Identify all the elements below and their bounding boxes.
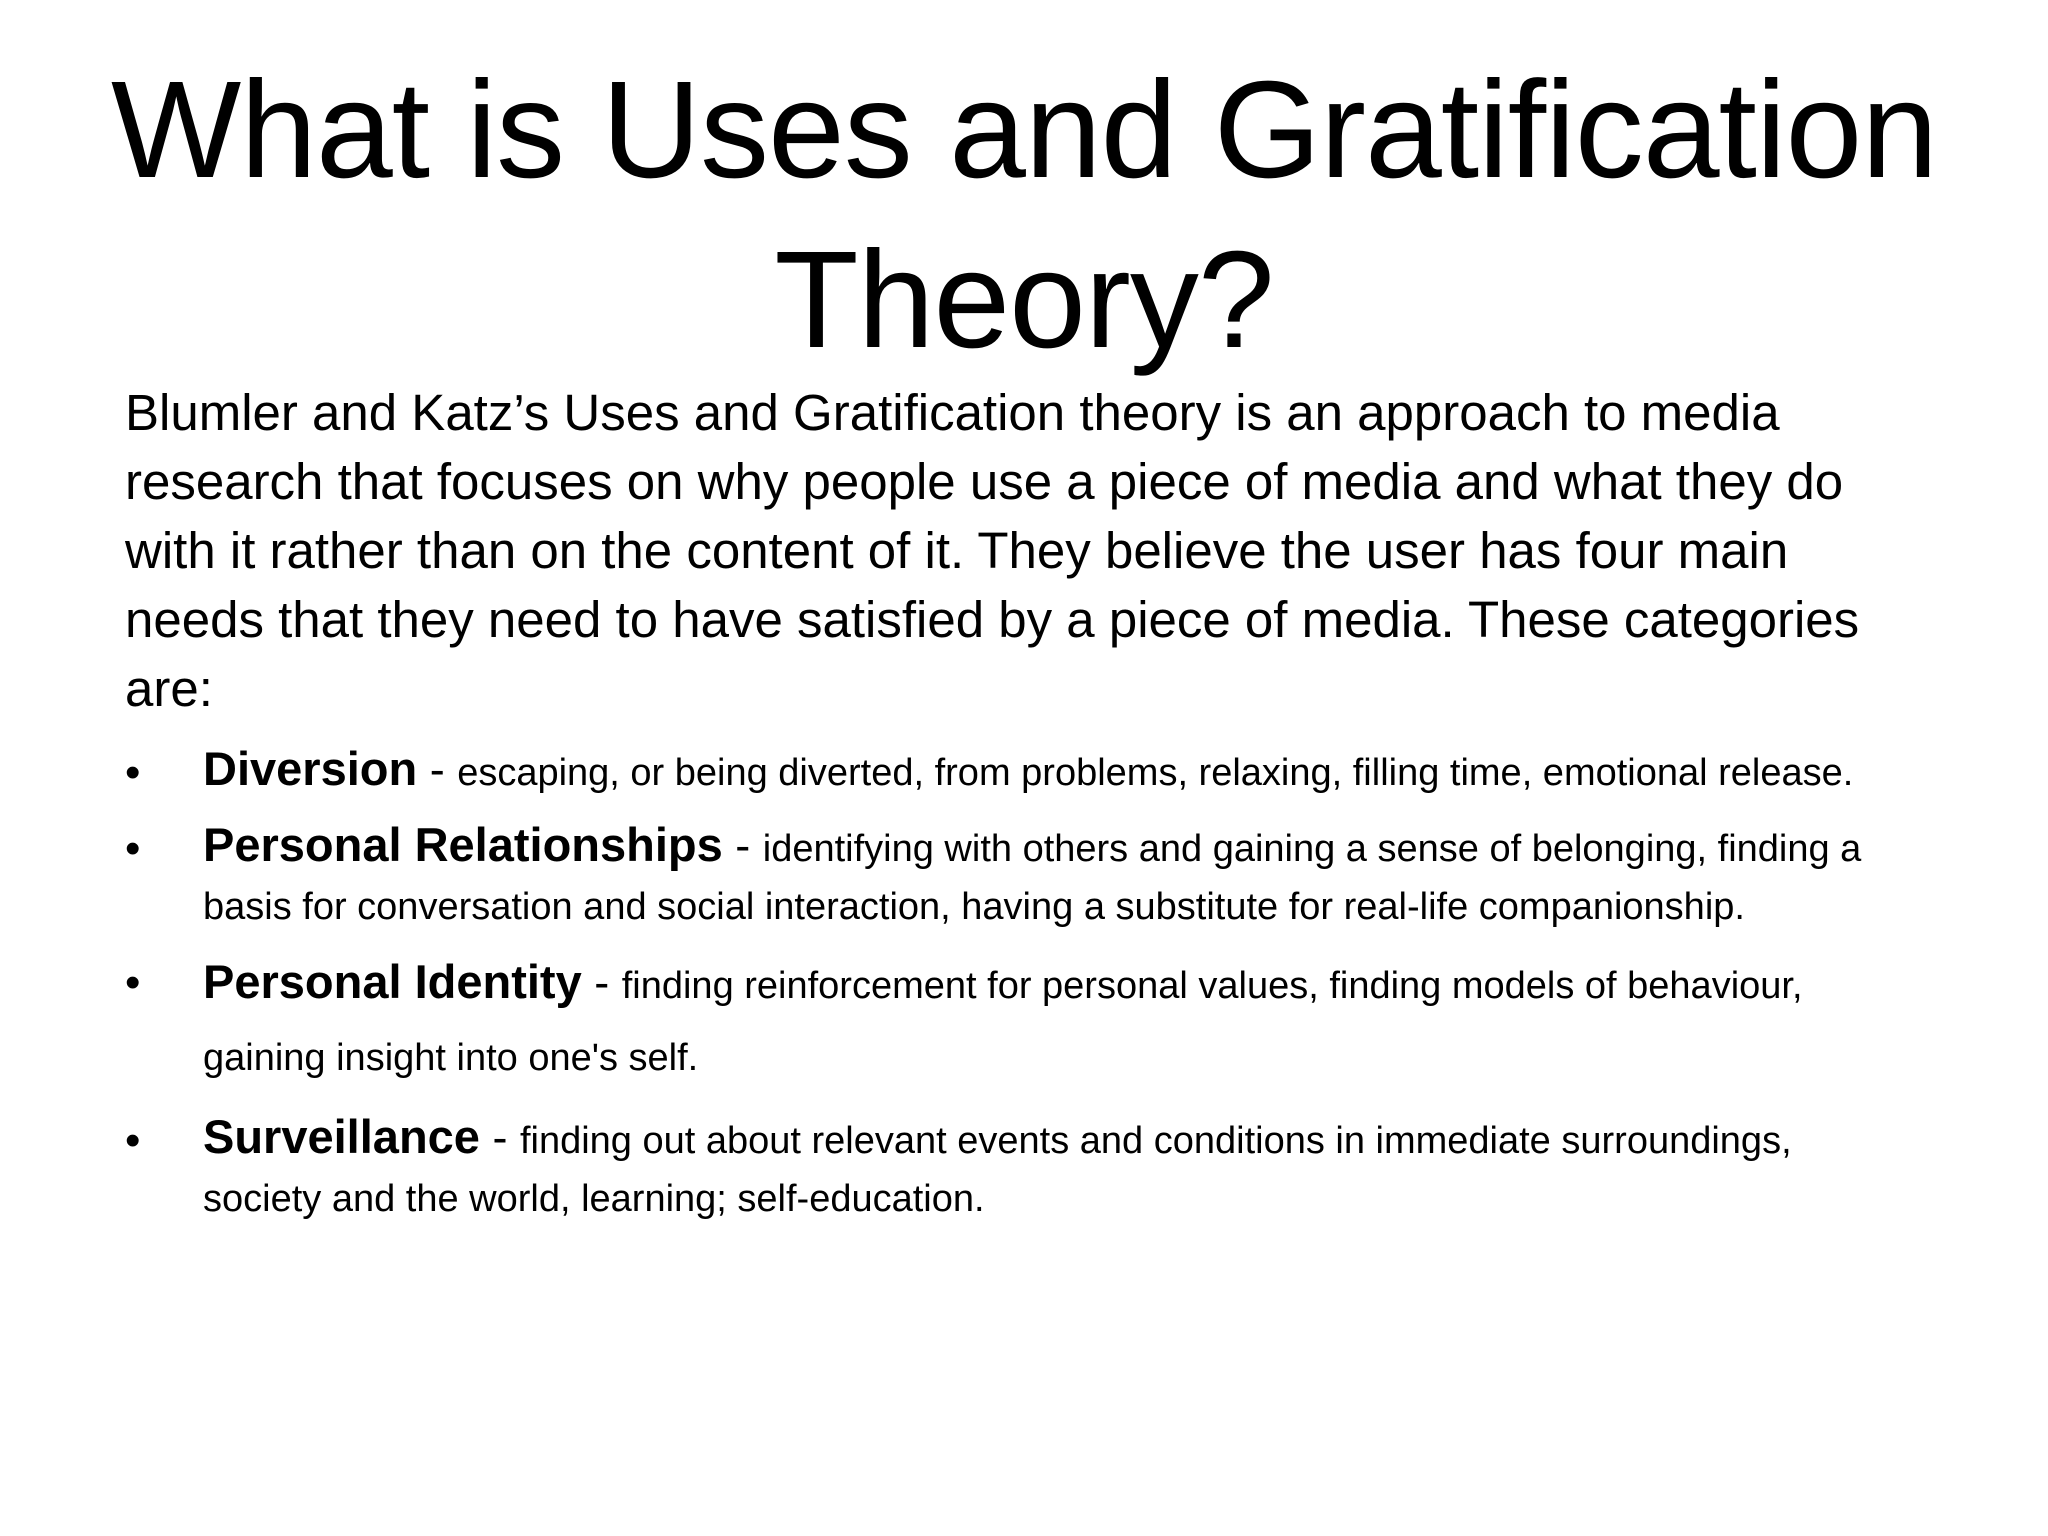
bullet-icon: •	[125, 958, 141, 1007]
list-item-diversion	[125, 740, 1915, 802]
term-personal-relationships: Personal Relationships	[203, 818, 723, 871]
category-list	[125, 740, 1915, 1242]
list-item-surveillance	[125, 1108, 1915, 1228]
description-personal-relationships: identifying with others and gaining a sense of belonging, finding a basis for conversation and social interaction, having a substitute for real-life companionship.	[203, 828, 1862, 928]
list-item-personal-relationships	[125, 816, 1915, 936]
bullet-content	[203, 950, 1915, 1094]
description-surveillance: finding out about relevant events and conditions in immediate surroundings, society and the world, learning; self-education.	[203, 1120, 1792, 1220]
term-separator: -	[479, 1112, 520, 1163]
term-diversion: Diversion	[203, 742, 418, 795]
bullet-icon: •	[125, 1116, 141, 1165]
term-surveillance: Surveillance	[203, 1110, 480, 1163]
description-diversion: escaping, or being diverted, from problems, relaxing, filling time, emotional release.	[457, 752, 1854, 794]
slide-title: What is Uses and Gratification Theory?	[110, 53, 1938, 377]
bullet-icon: •	[125, 824, 141, 873]
list-item-personal-identity	[125, 950, 1915, 1094]
term-separator: -	[722, 820, 763, 871]
term-personal-identity: Personal Identity	[203, 955, 582, 1008]
bullet-icon: •	[125, 748, 141, 797]
term-separator: -	[417, 744, 458, 795]
bullet-content	[203, 740, 1915, 802]
description-personal-identity: finding reinforcement for personal values, finding models of behaviour, gaining insight into one's self.	[203, 965, 1803, 1079]
intro-paragraph: Blumler and Katz’s Uses and Gratification theory is an approach to media research that focuses on why people use a piece of media and what they do with it rather than on the content of it. They believe the user has four main needs that they need to have satisfied by a piece of media. These categories are:	[125, 384, 1860, 717]
term-separator: -	[581, 957, 622, 1008]
bullet-content	[203, 1108, 1915, 1228]
bullet-content	[203, 816, 1915, 936]
